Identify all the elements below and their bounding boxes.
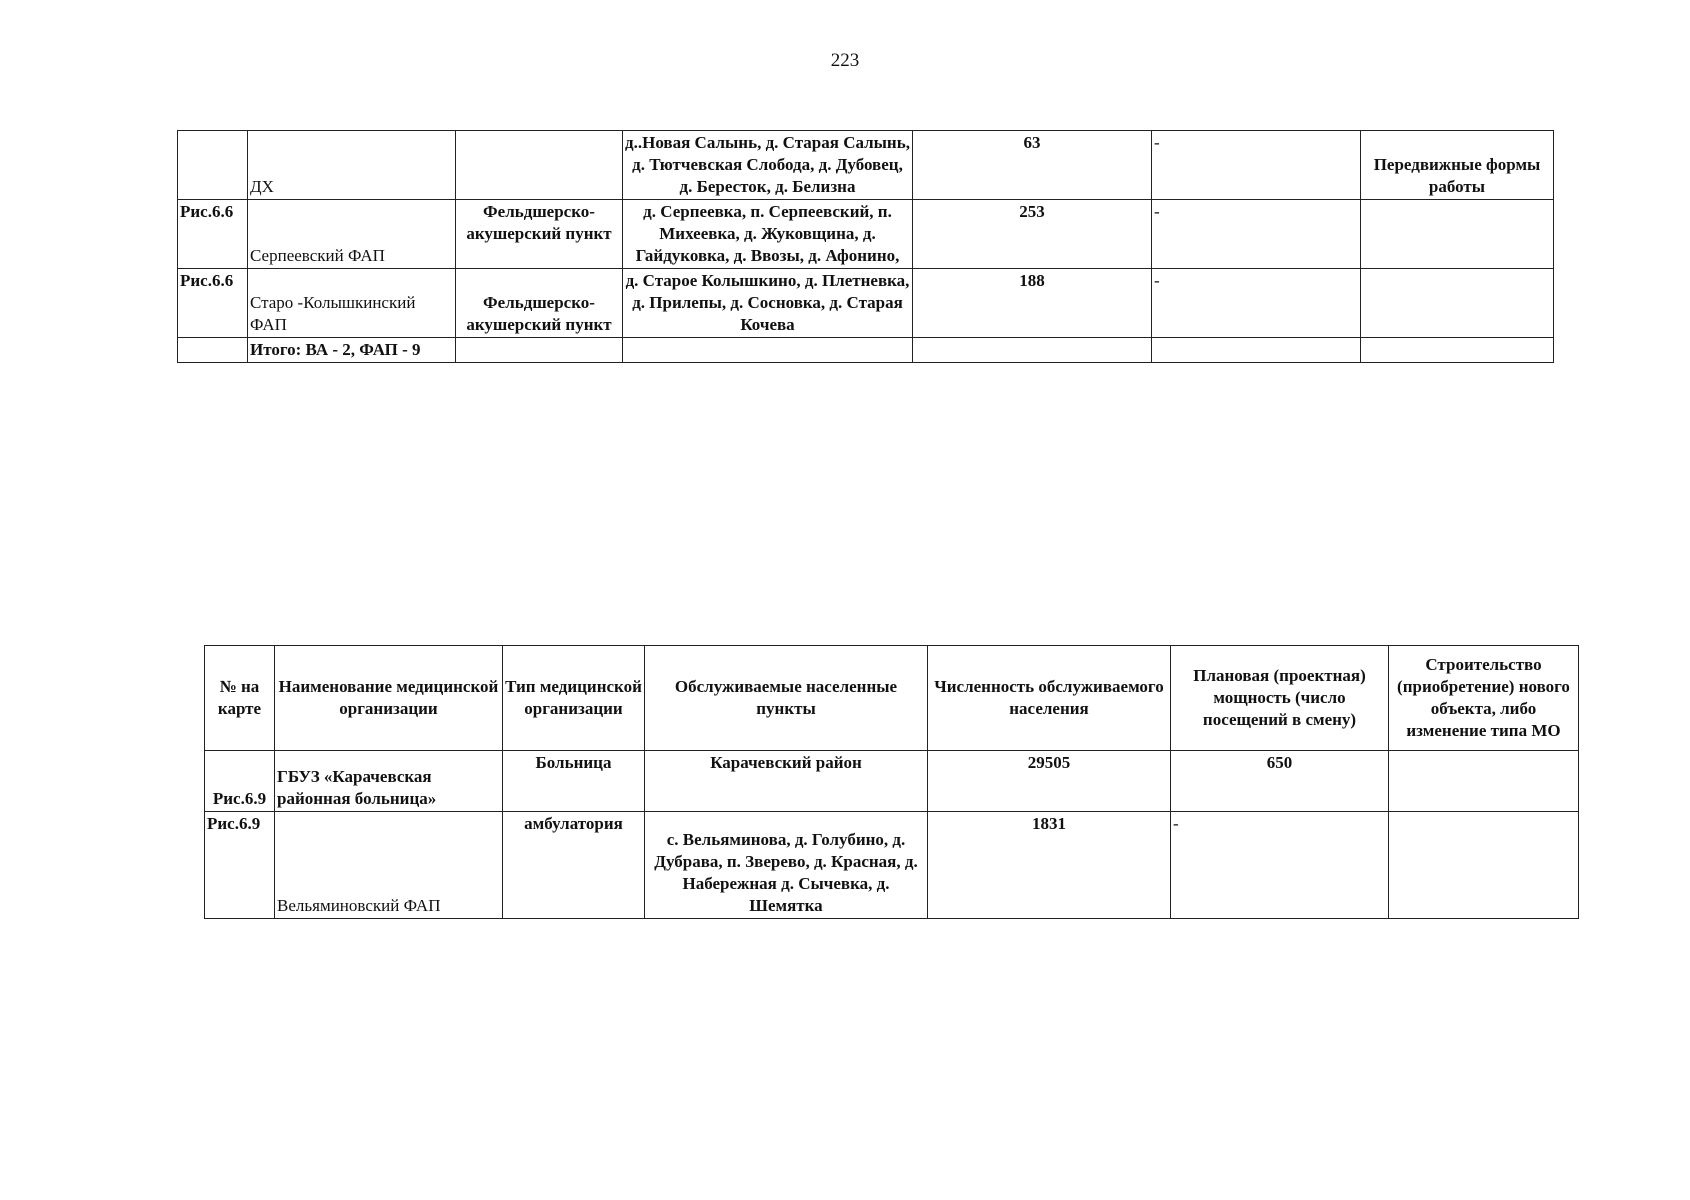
header-population: Численность обслуживаемого населения [928, 646, 1171, 751]
settlements-cell: с. Вельяминова, д. Голубино, д. Дубрава, п. Зверево, д. Красная, д. Набережная д. Сычевка, д. Шемятка [645, 812, 928, 919]
construction-cell [1361, 269, 1554, 338]
population-cell: 1831 [928, 812, 1171, 919]
settlements-cell: д. Серпеевка, п. Серпеевский, п. Михеевка, д. Жуковщина, д. Гайдуковка, д. Ввозы, д. Афонино, [623, 200, 913, 269]
table-row [205, 751, 1579, 812]
header-construction: Строительство (приобретение) нового объекта, либо изменение типа МО [1389, 646, 1579, 751]
capacity-cell: - [1152, 131, 1361, 200]
total-cell: Итого: ВА - 2, ФАП - 9 [248, 338, 456, 363]
page-number: 223 [830, 50, 860, 71]
map-number-cell: Рис.6.6 [178, 200, 248, 269]
header-organization-name: Наименование медицинской организации [275, 646, 503, 751]
table-header-row [205, 646, 1579, 751]
organization-name-cell: ДХ [248, 131, 456, 200]
organization-name-cell: Серпеевский ФАП [248, 200, 456, 269]
population-cell: 188 [913, 269, 1152, 338]
medical-organizations-table [204, 645, 1579, 919]
population-cell: 63 [913, 131, 1152, 200]
settlements-cell: Карачевский район [645, 751, 928, 812]
organization-name-cell: Вельяминовский ФАП [275, 812, 503, 919]
header-capacity: Плановая (проектная) мощность (число посещений в смену) [1171, 646, 1389, 751]
table-row [178, 131, 1554, 200]
settlements-cell: д..Новая Салынь, д. Старая Салынь, д. Тютчевская Слобода, д. Дубовец, д. Бересток, д. Белизна [623, 131, 913, 200]
organization-type-cell: амбулатория [503, 812, 645, 919]
table-continuation [177, 130, 1554, 363]
population-cell: 253 [913, 200, 1152, 269]
header-organization-type: Тип медицинской организации [503, 646, 645, 751]
map-number-cell: Рис.6.9 [205, 751, 275, 812]
organization-type-cell: Фельдшерско-акушерский пункт [456, 200, 623, 269]
construction-cell [1361, 338, 1554, 363]
construction-cell [1389, 751, 1579, 812]
organization-type-cell: Фельдшерско-акушерский пункт [456, 269, 623, 338]
table-row [178, 269, 1554, 338]
organization-name-cell: Старо -Колышкинский ФАП [248, 269, 456, 338]
population-cell: 29505 [928, 751, 1171, 812]
organization-type-cell [456, 338, 623, 363]
capacity-cell: 650 [1171, 751, 1389, 812]
map-number-cell [178, 131, 248, 200]
organization-type-cell: Больница [503, 751, 645, 812]
map-number-cell: Рис.6.9 [205, 812, 275, 919]
header-settlements: Обслуживаемые населенные пункты [645, 646, 928, 751]
construction-cell [1361, 200, 1554, 269]
capacity-cell: - [1171, 812, 1389, 919]
header-map-number: № на карте [205, 646, 275, 751]
settlements-cell: д. Старое Колышкино, д. Плетневка, д. Прилепы, д. Сосновка, д. Старая Кочева [623, 269, 913, 338]
table-row [178, 200, 1554, 269]
table-row [178, 338, 1554, 363]
construction-cell [1389, 812, 1579, 919]
organization-name-cell: ГБУЗ «Карачевская районная больница» [275, 751, 503, 812]
capacity-cell: - [1152, 269, 1361, 338]
capacity-cell: - [1152, 200, 1361, 269]
map-number-cell: Рис.6.6 [178, 269, 248, 338]
construction-cell: Передвижные формы работы [1361, 131, 1554, 200]
table-row [205, 812, 1579, 919]
capacity-cell [1152, 338, 1361, 363]
population-cell [913, 338, 1152, 363]
settlements-cell [623, 338, 913, 363]
organization-type-cell [456, 131, 623, 200]
map-number-cell [178, 338, 248, 363]
